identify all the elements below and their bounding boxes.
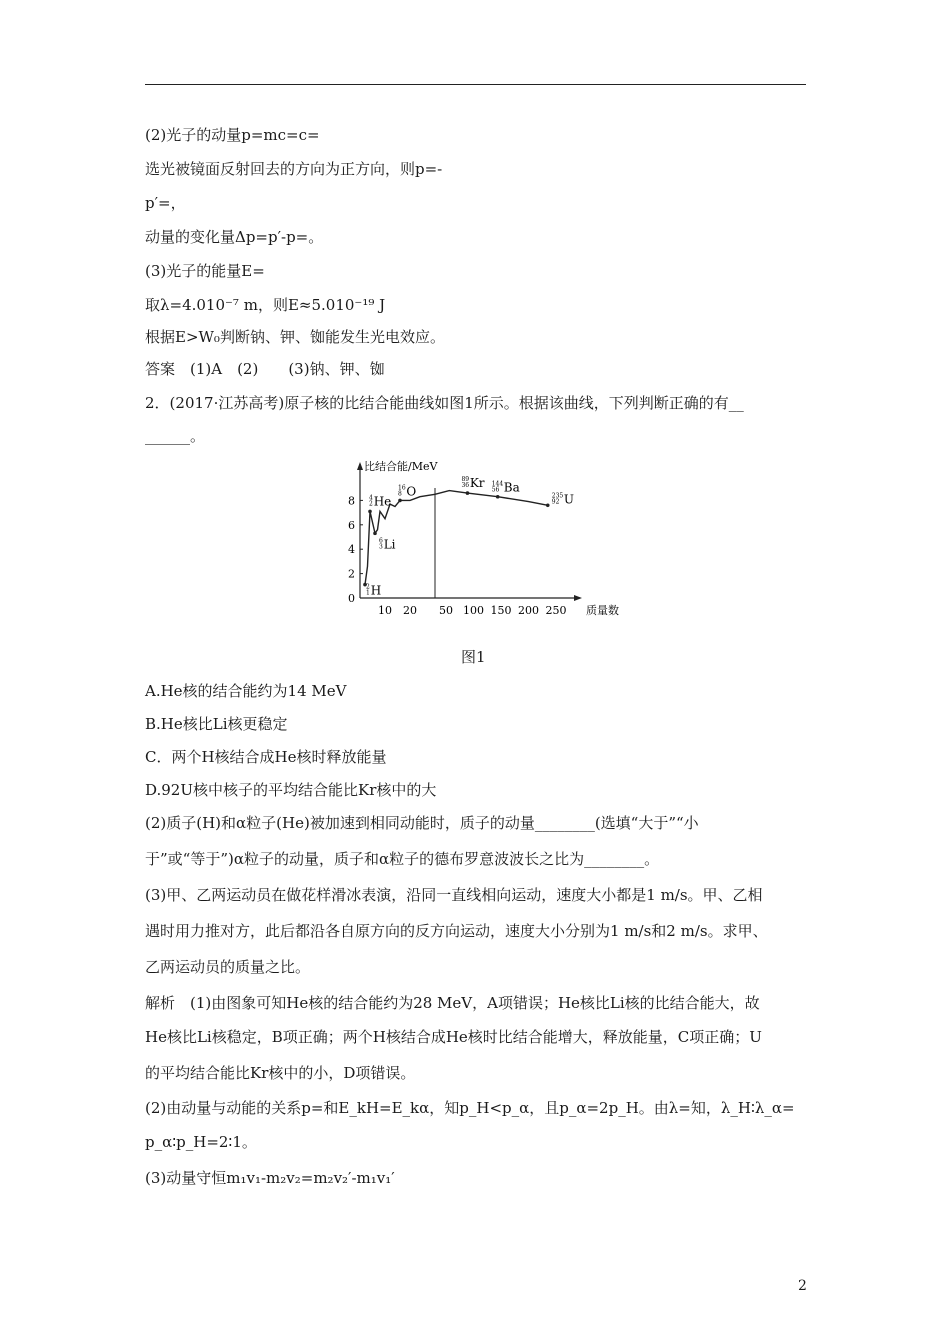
analysis-line: 解析 (1)由图象可知He核的结合能约为28 MeV，A项错误；He核比Li核的比结合能大，故	[145, 994, 760, 1012]
text-line: 取λ=4.010⁻⁷ m，则E≈5.010⁻¹⁹ J	[145, 296, 386, 314]
nuclide-symbol: Ba	[503, 480, 520, 495]
text-line: (3)甲、乙两运动员在做花样滑冰表演，沿同一直线相向运动，速度大小都是1 m/s。甲、乙相	[145, 886, 763, 904]
mass-number: 2	[366, 583, 370, 591]
text-line: 选光被镜面反射回去的方向为正方向，则p=-	[145, 160, 443, 178]
mass-number: 235	[551, 492, 564, 500]
x-axis-arrow	[574, 595, 582, 601]
x-tick-label: 20	[403, 604, 417, 617]
chart-annotations	[363, 476, 574, 598]
question-2-blank: ______。	[145, 427, 206, 445]
x-tick-label: 100	[463, 604, 484, 617]
data-point	[466, 491, 470, 495]
text-line: 乙两运动员的质量之比。	[145, 958, 311, 976]
charge-number: 2	[369, 500, 373, 508]
nuclide-label-kr	[461, 476, 484, 490]
option-d: D.92U核中核子的平均结合能比Kr核中的大	[145, 781, 437, 799]
text-line: 动量的变化量Δp=p′-p=。	[145, 228, 324, 246]
option-b: B.He核比Li核更稳定	[145, 715, 288, 733]
text-line: 根据E>W₀判断钠、钾、铷能发生光电效应。	[145, 328, 445, 346]
nuclide-label-o	[398, 484, 416, 498]
charge-number: 56	[491, 486, 500, 494]
mass-number: 6	[379, 537, 383, 545]
text-line: p′=，	[145, 194, 186, 212]
data-point	[368, 510, 372, 514]
nuclide-symbol: U	[563, 492, 574, 507]
data-point	[398, 499, 402, 503]
nuclide-symbol: Kr	[469, 476, 485, 491]
x-axis-label: 质量数	[586, 604, 619, 617]
text-line: (2)光子的动量p=mc=c=	[145, 126, 320, 144]
text-line: (2)由动量与动能的关系p=和E_kH=E_kα，知p_H<p_α，且p_α=2p_H。由λ=知，λ_H∶λ_α=	[145, 1099, 795, 1117]
text-line: 的平均结合能比Kr核中的小，D项错误。	[145, 1064, 416, 1082]
page-number: 2	[798, 1278, 807, 1294]
nuclide-symbol: He	[373, 494, 392, 509]
binding-energy-chart	[330, 458, 620, 632]
text-line: (2)质子(H)和α粒子(He)被加速到相同动能时，质子的动量________(选填“大于”“小	[145, 814, 699, 832]
option-a: A.He核的结合能约为14 MeV	[145, 682, 347, 700]
y-tick-label: 0	[348, 592, 355, 605]
nuclide-label-li	[379, 537, 396, 551]
nuclide-symbol: H	[370, 583, 382, 598]
x-tick-label: 250	[545, 604, 567, 617]
text-line: p_α∶p_H=2∶1。	[145, 1133, 257, 1151]
question-2-stem: 2．(2017·江苏高考)原子核的比结合能曲线如图1所示。根据该曲线，下列判断正确的有__	[145, 394, 744, 412]
y-tick-label: 4	[348, 543, 355, 557]
text-line: (3)动量守恒m₁v₁-m₂v₂=m₂v₂′-m₁v₁′	[145, 1169, 395, 1187]
data-point	[496, 495, 500, 499]
data-point	[373, 532, 377, 536]
text-line: (3)光子的能量E=	[145, 262, 265, 280]
header-rule	[145, 84, 806, 85]
nuclide-symbol: O	[406, 484, 417, 499]
mass-number: 89	[461, 476, 470, 484]
chart-axes	[357, 459, 619, 617]
y-tick-label: 2	[348, 567, 355, 581]
data-point	[546, 503, 550, 507]
mass-number: 16	[398, 484, 406, 492]
text-line: 于”或“等于”)α粒子的动量，质子和α粒子的德布罗意波波长之比为________。	[145, 850, 660, 868]
y-tick-label: 6	[348, 518, 355, 532]
x-tick-label: 50	[439, 604, 453, 617]
charge-number: 1	[366, 589, 370, 597]
y-axis-arrow	[357, 462, 363, 470]
mass-number: 144	[491, 480, 504, 488]
x-tick-label: 200	[518, 604, 539, 617]
figure-caption: 图1	[461, 648, 486, 666]
y-axis-label: 比结合能/MeV	[364, 460, 438, 473]
text-line: 遇时用力推对方，此后都沿各自原方向的反方向运动，速度大小分别为1 m/s和2 m/s。求甲、	[145, 922, 768, 940]
nuclide-label-ba	[492, 481, 520, 495]
charge-number: 36	[461, 482, 470, 490]
x-tick-label: 10	[378, 604, 392, 617]
nuclide-label-h	[366, 584, 381, 598]
text-line: He核比Li核稳定，B项正确；两个H核结合成He核时比结合能增大，释放能量，C项正确；U	[145, 1028, 762, 1046]
x-tick-label: 150	[490, 604, 512, 617]
charge-number: 92	[551, 498, 560, 506]
option-c: C．两个H核结合成He核时释放能量	[145, 748, 387, 766]
charge-number: 8	[398, 490, 402, 498]
charge-number: 3	[379, 543, 383, 551]
nuclide-label-u	[552, 492, 574, 506]
mass-number: 4	[369, 494, 373, 502]
nuclide-label-he	[369, 494, 391, 508]
nuclide-symbol: Li	[383, 537, 396, 552]
binding-energy-chart-svg	[330, 458, 620, 628]
y-tick-label: 8	[348, 494, 355, 508]
answer-line: 答案 (1)A (2) (3)钠、钾、铷	[145, 360, 385, 378]
